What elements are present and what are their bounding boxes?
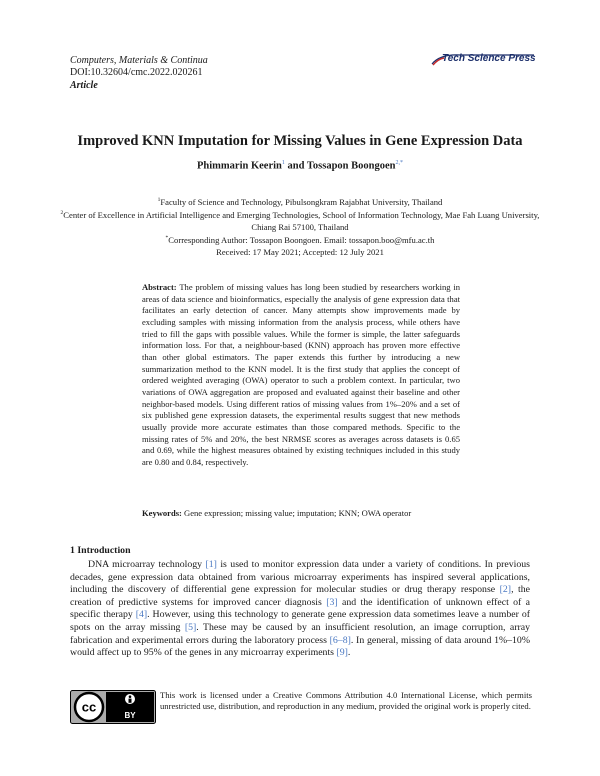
body-text: DNA microarray technology (88, 559, 206, 570)
citation-link[interactable]: [2] (499, 584, 512, 596)
abstract-text: The problem of missing values has long been studied by researchers working in areas of data science and bioinformatics, especially the analysis of gene expression data that facilitates an early detection of cancer. Many attempts show improvements made by excluding samples with missing information from the analysis process, while others have tried to fill the gaps with possible values. While the former is simple, the latter safeguards information loss. For that, a neighbour-based (KNN) approach has proven more effective than other global estimators. The paper extends this further by introducing a new summarization method to the KNN model. It is the first study that applies the concept of ordered weighted averaging (OWA) operator to such a problem context. In particular, two variations of OWA aggregation are proposed and evaluated against their baseline and other neighbor-based models. Using different ratios of missing values from 1%–20% and a set of six published gene expression datasets, the experimental results suggest that new methods usually provide more accurate estimates than those compared methods. Specific to the missing rates of 5% and 20%, the best NRMSE scores as averages across datasets is 0.65 and 0.69, while the highest measures obtained by existing techniques included in this study are 0.80 and 0.84, respectively. (142, 282, 460, 467)
by-badge-text: BY (124, 711, 136, 720)
citation-link[interactable]: [3] (326, 596, 338, 608)
publisher-name: Tech Science Press (442, 53, 536, 64)
article-type: Article (70, 80, 98, 91)
citation-link[interactable]: [4] (135, 609, 148, 621)
abstract (142, 282, 460, 469)
license-text: This work is licensed under a Creative Commons Attribution 4.0 International License, which permits unrestricted use, distribution, and reproduction in any medium, provided the original work is properly cited. (160, 690, 532, 711)
body-text: . (347, 647, 351, 659)
paper-title: Improved KNN Imputation for Missing Values in Gene Expression Data (77, 133, 523, 149)
doi-link[interactable]: DOI:10.32604/cmc.2022.020261 (70, 67, 203, 78)
citation-link[interactable]: [1] (205, 559, 217, 570)
body-text: . In general, missing of data around 1%–10% would affect up to 95% of the genes in any microarray experiments (70, 634, 530, 659)
affiliation-text: Faculty of Science and Technology, Pibulsongkram Rajabhat University, Thailand (160, 196, 443, 207)
received-dates: Received: 17 May 2021; Accepted: 12 July 2021 (216, 246, 384, 257)
body-text: . However, using this technology to generate gene expression data sometimes leave a number of spots on the array missing (70, 609, 530, 633)
citation-link[interactable]: [6–8] (329, 634, 351, 646)
section-heading: 1 Introduction (70, 545, 131, 556)
keywords-label: Keywords: (142, 508, 182, 518)
affiliations (55, 195, 545, 258)
author-affiliation-mark: 2,* (395, 160, 403, 166)
journal-name: Computers, Materials & Continua (70, 55, 208, 66)
author-name: Phimmarin Keerin (197, 160, 282, 172)
author-name: Tossapon Boongoen (306, 160, 396, 172)
keywords-text: Gene expression; missing value; imputation; KNN; OWA operator (184, 508, 412, 518)
affiliation-mark: 2 (60, 210, 64, 217)
citation-link[interactable]: [9] (336, 647, 348, 659)
affiliation-text: Center of Excellence in Artificial Intelligence and Emerging Technologies, School of Information Technology, Mae Fah Luang University, Chiang Rai 57100, Thailand (63, 210, 540, 232)
abstract-label: Abstract: (142, 282, 177, 292)
affiliation-1 (55, 195, 545, 208)
introduction-paragraph (70, 559, 530, 660)
creative-commons-icon (70, 690, 156, 724)
corresponding-author (55, 233, 545, 246)
author-conjunction: and (287, 160, 305, 172)
cc-by-badge[interactable] (70, 690, 156, 724)
affiliation-2 (55, 208, 545, 233)
affiliation-mark: 1 (157, 197, 161, 203)
body-text: . These may be caused by an insufficient resolution, an image corruption, array fabrication and experimental errors during the laboratory process (70, 621, 530, 646)
affiliation-mark: * (165, 235, 169, 242)
corresponding-text: Corresponding Author: Tossapon Boongoen. Email: tossapon.boo@mfu.ac.th (168, 235, 435, 246)
body-text: , the creation of predictive systems for improved cancer diagnosis (70, 584, 531, 608)
keywords (142, 508, 460, 520)
author-affiliation-mark: 1 (281, 160, 285, 166)
body-text: is used to monitor expression data under a variety of conditions. In previous decades, gene expression data obtained from various microarray experiments has inspired several applications, including the discovery of differential gene expression for molecular studies or drug therapy response (70, 559, 530, 596)
author-list (60, 160, 540, 172)
body-text: and the identification of unknown effect of a specific therapy (70, 596, 530, 621)
cc-badge-text: cc (81, 699, 97, 715)
citation-link[interactable]: [5] (184, 621, 197, 633)
publisher-logo (430, 53, 535, 67)
